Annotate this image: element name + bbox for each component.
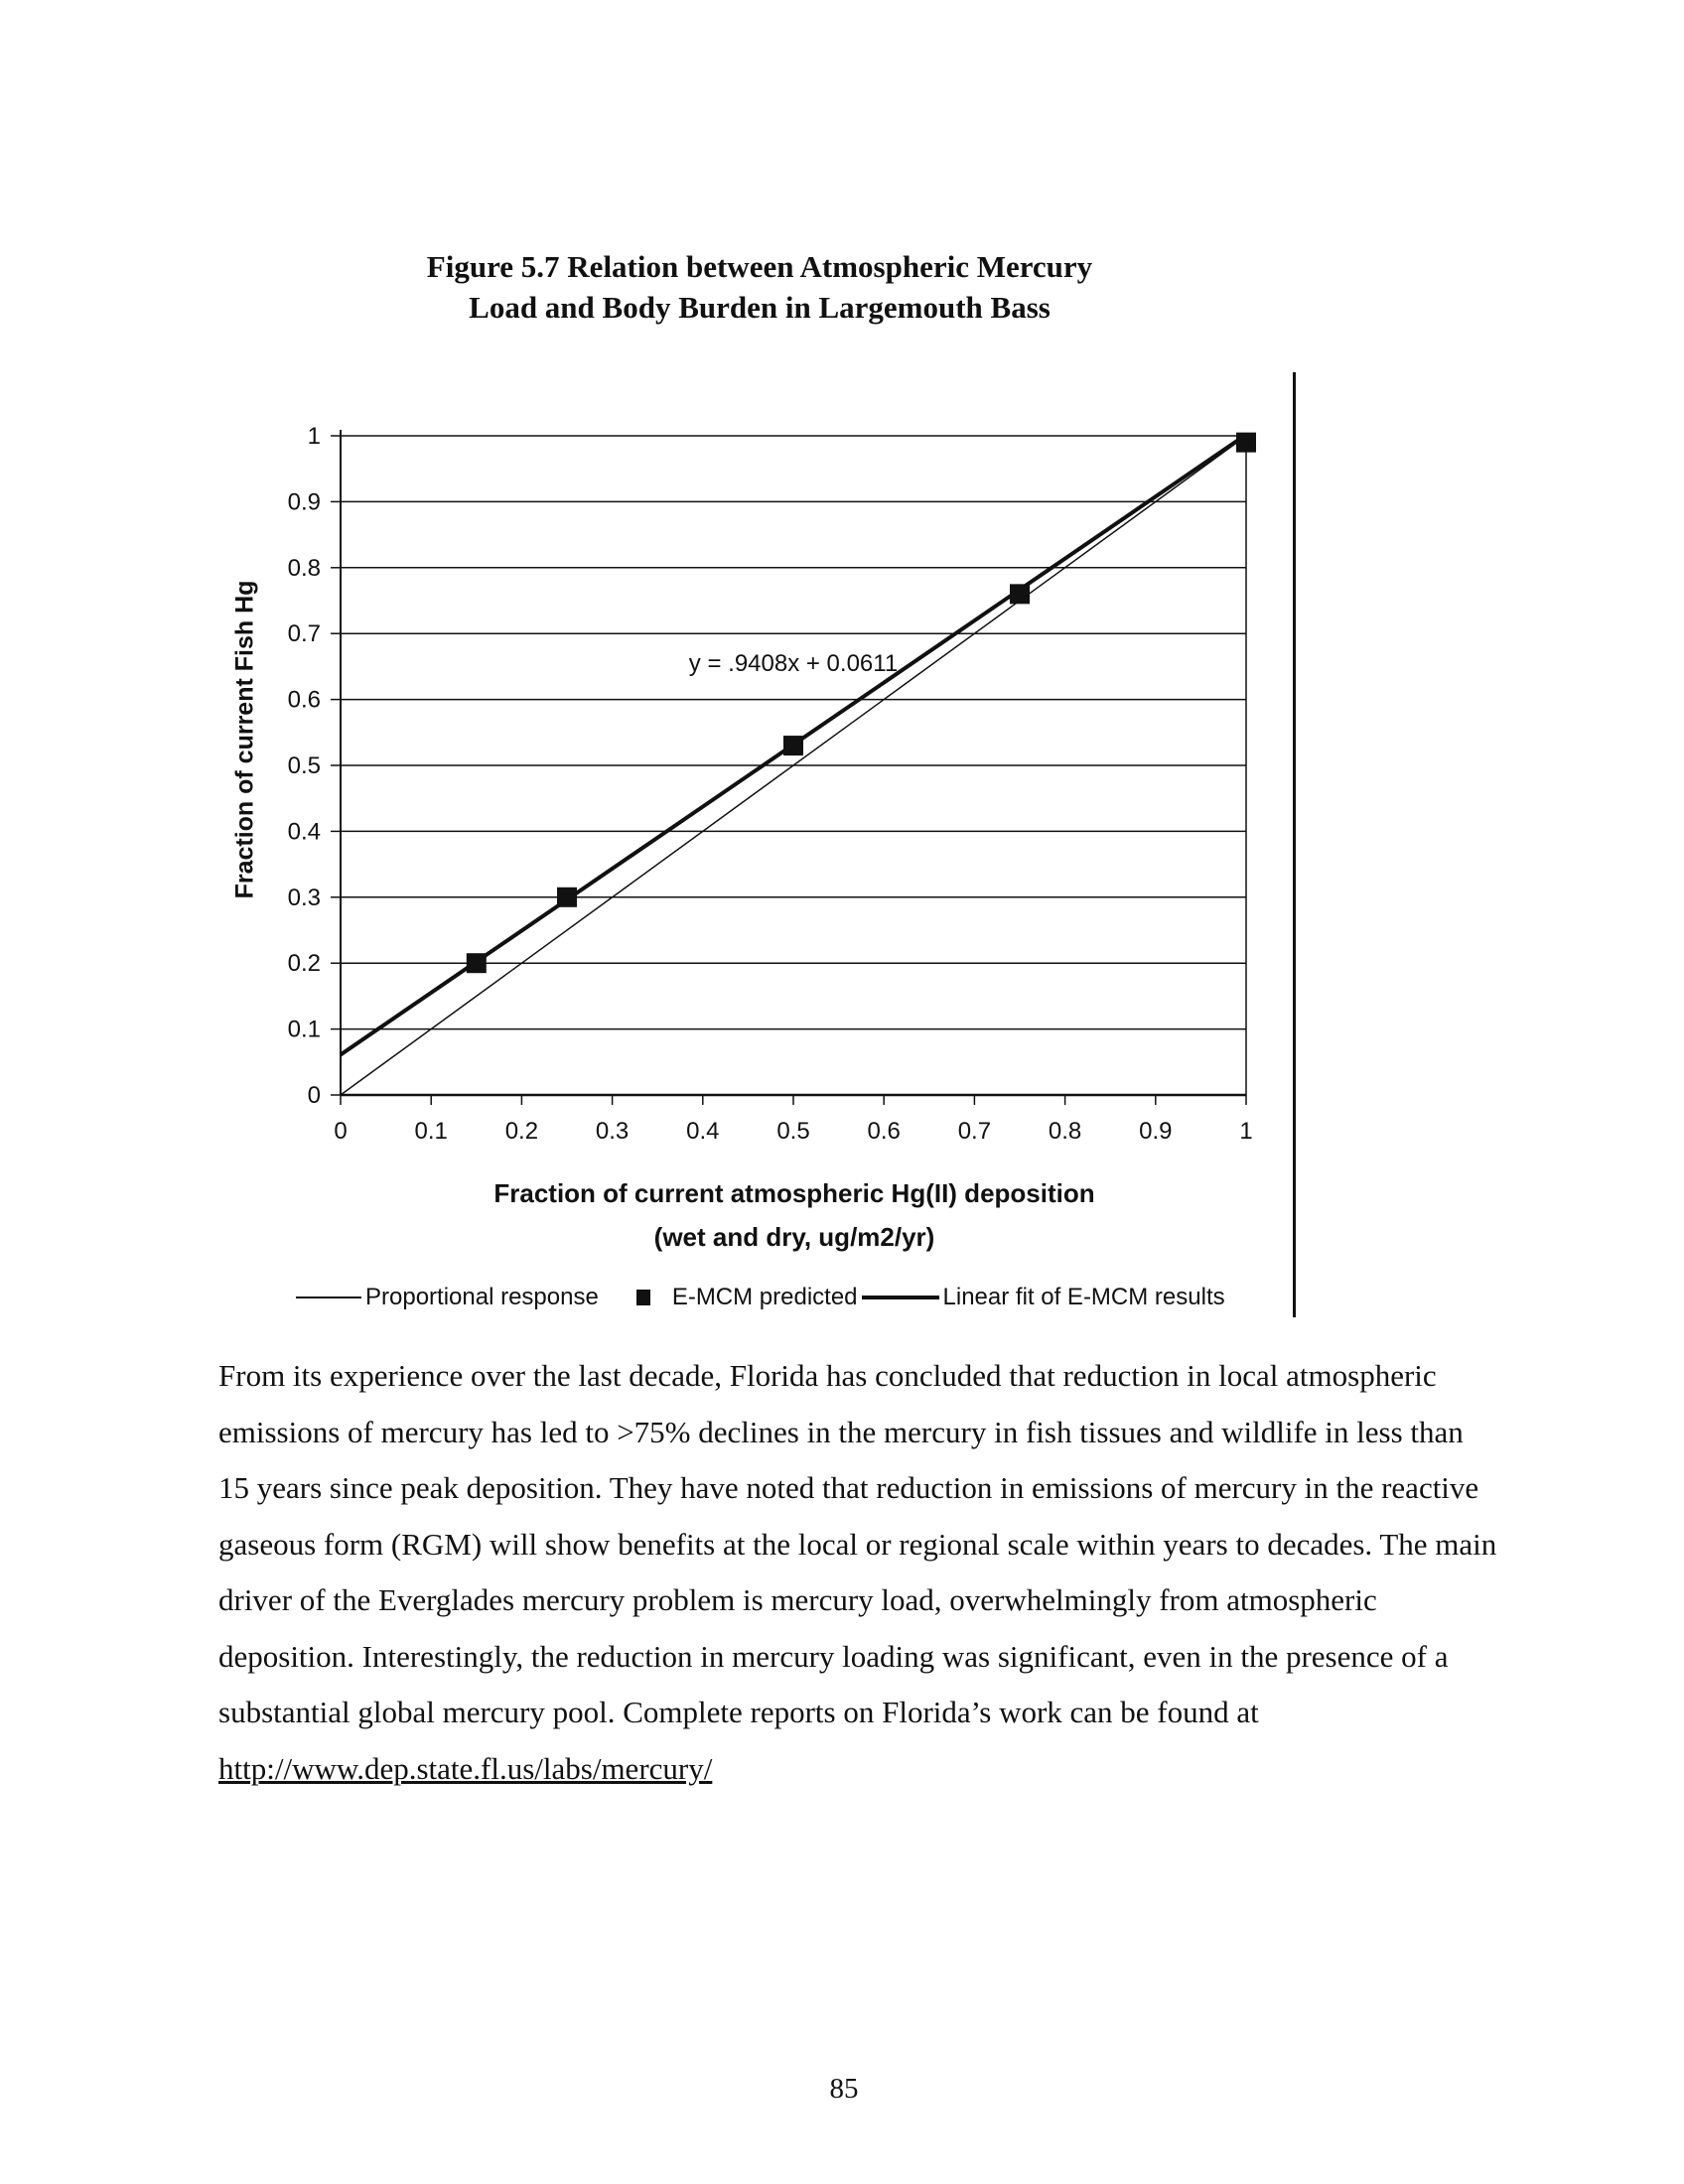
legend-linear-swatch [862, 1296, 939, 1299]
x-tick-label: 0.1 [414, 1118, 448, 1145]
y-tick-label: 1 [307, 423, 321, 450]
mercury-reports-link[interactable]: http://www.dep.state.fl.us/labs/mercury/ [218, 1750, 713, 1786]
y-tick-label: 0 [307, 1082, 321, 1109]
body-paragraph [218, 1348, 1499, 1797]
page-number: 85 [829, 2073, 859, 2105]
x-tick-label: 0.7 [957, 1118, 992, 1145]
y-tick-label: 0.5 [287, 752, 321, 779]
trendline-equation: y = .9408x + 0.0611 [688, 650, 899, 678]
x-tick-label: 0 [334, 1118, 348, 1145]
figure-frame-line [1293, 372, 1296, 1317]
figure-title-line2: Load and Body Burden in Largemouth Bass [469, 290, 1051, 325]
y-tick-label: 0.6 [287, 686, 321, 714]
series-emcm-marker [557, 887, 577, 907]
chart-legend [296, 1281, 1225, 1314]
body-text: From its experience over the last decade, Florida has concluded that reduction in local atmospheric emissions of mercury has led to >75% declines in the mercury in fish tissues and wildlife in less than 15 years since peak deposition. They have noted that reduction in emissions of mercury in the reactive gaseous form (RGM) will show benefits at the local or regional scale within years to decades. The main driver of the Everglades mercury problem is mercury load, overwhelmingly from atmospheric deposition. Interestingly, the reduction in mercury loading was significant, even in the presence of a substantial global mercury pool. Complete reports on Florida’s work can be found at [218, 1358, 1497, 1729]
y-tick-label: 0.4 [287, 818, 321, 846]
x-tick-label: 0.4 [686, 1118, 720, 1145]
y-tick-label: 0.2 [287, 950, 321, 978]
x-tick-label: 1 [1239, 1118, 1253, 1145]
x-axis-label-line2: (wet and dry, ug/m2/yr) [653, 1222, 935, 1252]
y-tick-label: 0.9 [287, 488, 321, 516]
legend-emcm-label: E-MCM predicted [671, 1284, 858, 1310]
series-emcm-marker [783, 736, 803, 755]
y-tick-label: 0.8 [287, 554, 321, 582]
series-emcm-marker [1236, 433, 1256, 453]
series-emcm-marker [1010, 584, 1030, 604]
legend-proportional-label: Proportional response [365, 1284, 599, 1310]
legend-emcm-swatch [636, 1290, 650, 1305]
x-tick-label: 0.3 [595, 1118, 630, 1145]
x-axis-label [457, 1171, 1132, 1259]
legend-linear-label: Linear fit of E-MCM results [942, 1284, 1225, 1310]
series-emcm-marker [467, 953, 487, 973]
y-tick-label: 0.3 [287, 884, 321, 911]
x-tick-label: 0.6 [867, 1118, 901, 1145]
y-tick-label: 0.7 [287, 620, 321, 648]
x-tick-label: 0.2 [504, 1118, 539, 1145]
y-axis-label: Fraction of current Fish Hg [230, 580, 259, 899]
y-tick-label: 0.1 [287, 1016, 321, 1043]
legend-proportional-swatch [296, 1297, 361, 1298]
x-tick-label: 0.5 [776, 1118, 810, 1145]
x-axis-label-line1: Fraction of current atmospheric Hg(II) deposition [493, 1178, 1095, 1208]
x-tick-label: 0.9 [1139, 1118, 1173, 1145]
figure-title-line1: Figure 5.7 Relation between Atmospheric Mercury [426, 249, 1093, 284]
x-tick-label: 0.8 [1048, 1118, 1082, 1145]
